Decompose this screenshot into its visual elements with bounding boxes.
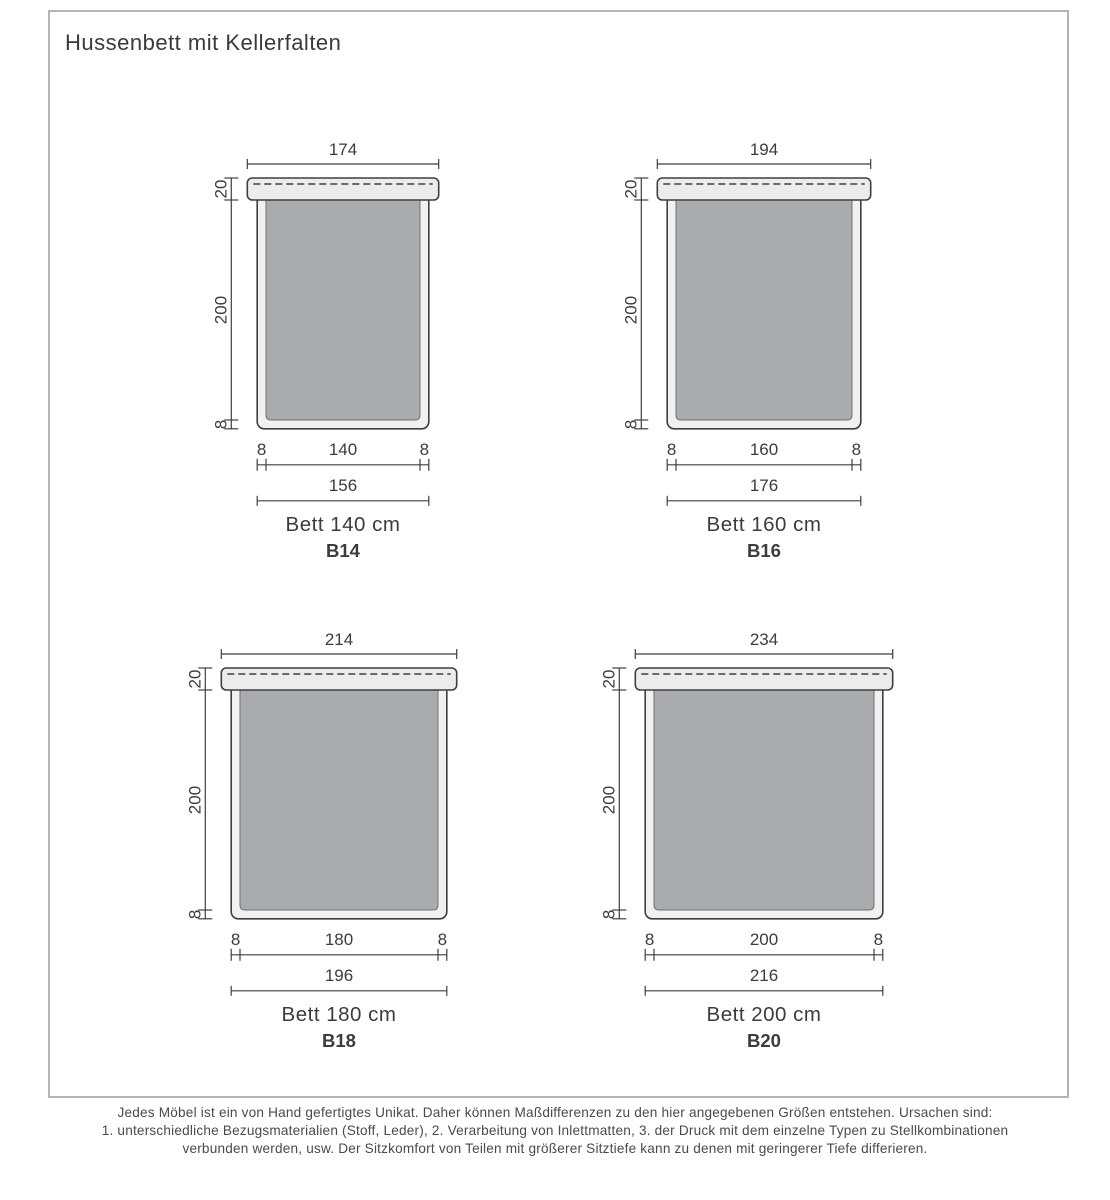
bed-drawing-b14 (108, 140, 538, 570)
bed-code: B14 (326, 539, 360, 561)
dim-outer-label: 216 (749, 965, 779, 985)
headboard (657, 178, 870, 200)
dim-side-left-label: 8 (230, 929, 241, 949)
dim-outer-label: 196 (324, 965, 354, 985)
dim-side-right-label: 8 (419, 439, 430, 459)
dim-left-label-foot: 8 (621, 419, 641, 430)
bed-name: Bett 200 cm (706, 1002, 822, 1026)
bed-code: B16 (747, 539, 781, 561)
dim-left-label-foot: 8 (185, 909, 205, 920)
dim-side-right-label: 8 (437, 929, 448, 949)
dim-inner-label: 160 (749, 439, 779, 459)
dim-side-right-label: 8 (851, 439, 862, 459)
mattress (266, 200, 420, 420)
bed-code: B20 (747, 1029, 781, 1051)
bed-diagram-b20 (529, 630, 959, 1060)
dim-outer-label: 176 (749, 475, 779, 495)
dim-left-label-headboard: 20 (211, 179, 231, 199)
headboard (221, 668, 456, 690)
bed-diagram-b14 (108, 140, 538, 570)
dim-left-label-headboard: 20 (621, 179, 641, 199)
mattress (676, 200, 852, 420)
dim-left-label-body: 200 (211, 295, 231, 325)
dim-inner-label: 180 (324, 929, 354, 949)
bed-name: Bett 160 cm (706, 512, 822, 536)
dim-left-label-foot: 8 (211, 419, 231, 430)
bed-drawing-b18 (104, 630, 534, 1060)
bed-name: Bett 180 cm (281, 1002, 397, 1026)
dim-left-label-headboard: 20 (185, 669, 205, 689)
dim-top-label: 234 (749, 630, 779, 649)
dim-left-label-body: 200 (621, 295, 641, 325)
dim-inner-label: 140 (328, 439, 358, 459)
bed-drawing-b20 (529, 630, 959, 1060)
footer-line-1: Jedes Möbel ist ein von Hand gefertigtes Unikat. Daher können Maßdifferenzen zu den hier angegebenen Größen entstehen. Ursachen sind: (117, 1105, 993, 1120)
dim-side-left-label: 8 (256, 439, 267, 459)
footer-disclaimer (0, 1104, 1110, 1158)
dim-left-label-foot: 8 (599, 909, 619, 920)
bed-name: Bett 140 cm (285, 512, 401, 536)
dim-top-label: 194 (749, 140, 779, 159)
page-title: Hussenbett mit Kellerfalten (65, 30, 342, 55)
dim-side-left-label: 8 (644, 929, 655, 949)
bed-diagram-b16 (529, 140, 959, 570)
footer-line-3: verbunden werden, usw. Der Sitzkomfort von Teilen mit größerer Sitztiefe kann zu denen mit geringerer Tiefe differieren. (182, 1140, 928, 1156)
headboard (247, 178, 438, 200)
dim-inner-label: 200 (749, 929, 779, 949)
dim-left-label-body: 200 (185, 785, 205, 815)
footer-line-2: 1. unterschiedliche Bezugsmaterialien (Stoff, Leder), 2. Verarbeitung von Inlettmatten, 3. der Druck mit dem einzelne Typen zu Stellkombinationen (101, 1122, 1009, 1138)
mattress (654, 690, 874, 910)
bed-diagram-b18 (104, 630, 534, 1060)
dim-left-label-body: 200 (599, 785, 619, 815)
dim-top-label: 214 (324, 630, 354, 649)
bed-drawing-b16 (529, 140, 959, 570)
bed-code: B18 (322, 1029, 356, 1051)
dim-side-left-label: 8 (666, 439, 677, 459)
dim-top-label: 174 (328, 140, 358, 159)
mattress (240, 690, 438, 910)
headboard (635, 668, 892, 690)
dim-outer-label: 156 (328, 475, 358, 495)
dim-side-right-label: 8 (873, 929, 884, 949)
dim-left-label-headboard: 20 (599, 669, 619, 689)
sheet-border (48, 10, 1069, 1098)
